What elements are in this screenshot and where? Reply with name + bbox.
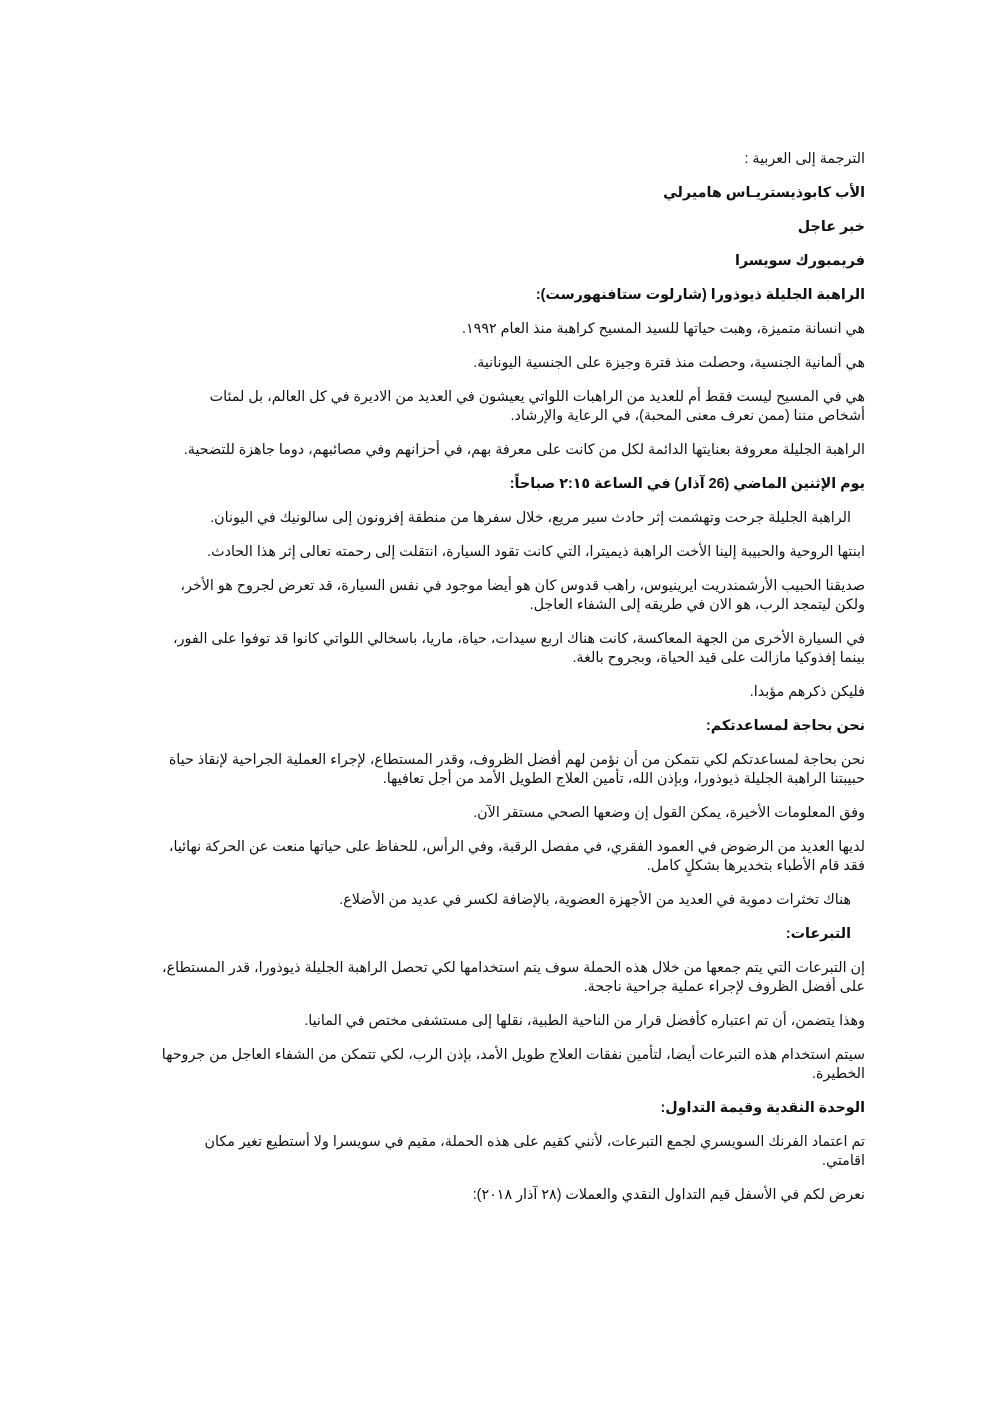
paragraph: وفق المعلومات الأخيرة، يمكن القول إن وضعها الصحي مستقر الآن. bbox=[473, 805, 865, 821]
paragraph: فليكن ذكرهم مؤبدا. bbox=[749, 684, 865, 700]
paragraph: هي في المسيح ليست فقط أم للعديد من الراهبات اللواتي يعيشون في العديد من الاديرة في كل العالم، بل لمئات أشخاص مننا (ممن نعرف معنى المحبة)، في الرعاية والإرشاد. bbox=[209, 389, 865, 424]
translation-heading: الترجمة إلى العربية : bbox=[744, 151, 865, 167]
paragraph: هي ألمانية الجنسية، وحصلت منذ فترة وجيزة على الجنسية اليونانية. bbox=[473, 355, 865, 371]
document-page bbox=[160, 150, 865, 1220]
author-name: الأب كابوذيستريـاس هاميرلي bbox=[663, 185, 865, 201]
paragraph: هناك تخثرات دموية في العديد من الأجهزة العضوية، بالإضافة لكسر في عديد من الأضلاع. bbox=[339, 892, 851, 908]
section-heading-currency: الوحدة النقدية وقيمة التداول: bbox=[660, 1100, 865, 1116]
paragraph: الراهبة الجليلة معروفة بعنايتها الدائمة لكل من كانت على معرفة بهم، في أحزانهم وفي مصائبهم، دوما جاهزة للتضحية. bbox=[183, 442, 865, 458]
section-heading-help: نحن بحاجة لمساعدتكم: bbox=[705, 718, 865, 734]
paragraph: ابنتها الروحية والحبيبة إلينا الأخت الراهبة ذيميترا، التي كانت تقود السيارة، انتقلت إلى رحمته تعالى إثر هذا الحادث. bbox=[207, 544, 865, 560]
paragraph: الراهبة الجليلة جرحت وتهشمت إثر حادث سير مريع، خلال سفرها من منطقة إفزونون إلى سالونيك في اليونان. bbox=[210, 510, 851, 526]
location-line: فريمبورك سويسرا bbox=[734, 253, 865, 269]
paragraph: تم اعتماد الفرنك السويسري لجمع التبرعات، لأنني كقيم على هذه الحملة، مقيم في سويسرا ولا أستطيع تغير مكان اقامتي. bbox=[204, 1134, 865, 1169]
paragraph: صديقنا الحبيب الأرشمندريت ايرينيوس، راهب قدوس كان هو أيضا موجود في نفس السيارة، قد تعرض لجروح هو الأخر، ولكن ليتمجد الرب، هو الان في طريقه إلى الشفاء العاجل. bbox=[180, 578, 865, 613]
paragraph: هي انسانة متميزة، وهبت حياتها للسيد المسيح كراهبة منذ العام ١٩٩٢. bbox=[461, 321, 865, 337]
section-heading-accident: يوم الإثنين الماضي (26 آذار) في الساعة ٢:١٥ صباحاً: bbox=[509, 476, 865, 492]
breaking-news-title: خبر عاجل bbox=[797, 219, 865, 235]
paragraph: وهذا يتضمن، أن تم اعتباره كأفضل قرار من الناحية الطبية، نقلها إلى مستشفى مختص في المانيا. bbox=[304, 1013, 865, 1029]
paragraph: إن التبرعات التي يتم جمعها من خلال هذه الحملة سوف يتم استخدامها لكي تحصل الراهبة الجليلة ذيوذورا، قدر المستطاع، على أفضل الظروف لإجراء عملية جراحية ناجحة. bbox=[161, 960, 865, 995]
paragraph: نعرض لكم في الأسفل قيم التداول النقدي والعملات (٢٨ آذار ٢٠١٨): bbox=[472, 1187, 865, 1203]
paragraph: لديها العديد من الرضوض في العمود الفقري، في مفصل الرقبة، وفي الرأس، للحفاظ على حياتها منعت عن الحركة نهائيا، فقد قام الأطباء بتخديرها بشكلٍ كامل. bbox=[168, 839, 865, 874]
paragraph: نحن بحاجة لمساعدتكم لكي نتمكن من أن نؤمن لهم أفضل الظروف، وقدر المستطاع، لإجراء العملية الجراحية لإنقاذ حياة حبيبتنا الراهبة الجليلة ذيوذورا، وبإذن الله، تأمين العلاج الطويل الأمد من أجل تعافيها. bbox=[168, 752, 865, 787]
paragraph: في السيارة الأخرى من الجهة المعاكسة، كانت هناك اربع سيدات، حياة، ماريا، باسخالي اللواتي كانوا قد توفوا على الفور، بينما إفذوكيا مازالت على قيد الحياة، وبجروح بالغة. bbox=[173, 631, 865, 666]
section-heading-nun: الراهبة الجليلة ذيوذورا (شارلوت ستافنهورست): bbox=[535, 287, 865, 303]
section-heading-donations: التبرعات: bbox=[785, 926, 851, 942]
paragraph: سيتم استخدام هذه التبرعات أيضا، لتأمين نفقات العلاج طويل الأمد، بإذن الرب، لكي تتمكن من الشفاء العاجل من جروحها الخطيرة. bbox=[161, 1047, 865, 1082]
